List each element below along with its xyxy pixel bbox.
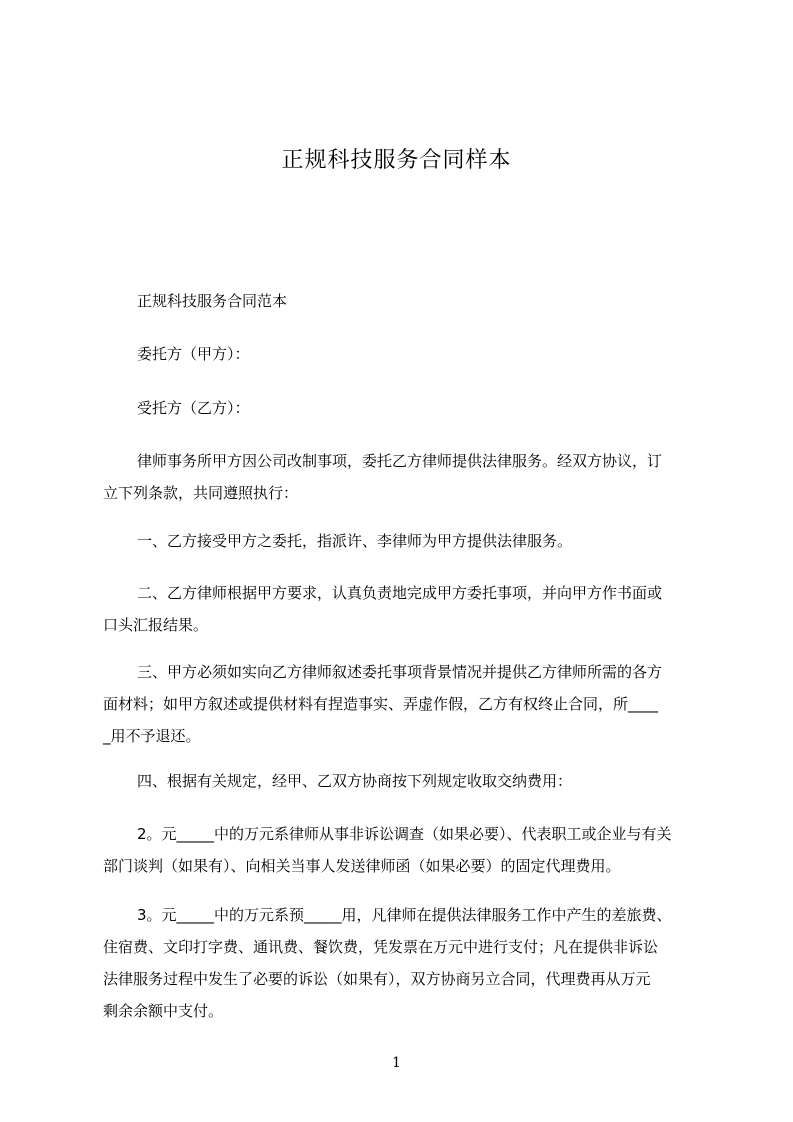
paragraph-line: 2。元_____中的万元系律师从事非诉讼调查（如果必要）、代表职工或企业与有关 (137, 825, 672, 843)
paragraph-line: 委托方（甲方）： (137, 345, 250, 363)
paragraph-line: 法律服务过程中发生了必要的诉讼（如果有），双方协商另立合同，代理费再从万元 (103, 970, 651, 988)
paragraph-client-party (103, 338, 703, 370)
paragraph-line: 受托方（乙方）： (137, 399, 250, 417)
paragraph-line: 住宿费、文印打字费、通讯费、餐饮费，凭发票在万元中进行支付；凡在提供非诉讼 (103, 938, 659, 956)
paragraph-preamble (103, 445, 703, 509)
document-title: 正规科技服务合同样本 (281, 148, 512, 173)
paragraph-subtitle (103, 285, 703, 317)
paragraph-line: 三、甲方必须如实向乙方律师叙述委托事项背景情况并提供乙方律师所需的各方 (137, 663, 663, 681)
page-number: 1 (392, 1055, 401, 1071)
paragraph-contractor-party (103, 392, 703, 424)
paragraph-line: 立下列条款，共同遵照执行： (103, 484, 299, 502)
paragraph-clause-4 (103, 765, 703, 797)
paragraph-fee-item-2 (103, 818, 703, 882)
paragraph-clause-1 (103, 525, 703, 557)
paragraph-line: 正规科技服务合同范本 (137, 292, 288, 310)
paragraph-line: 四、根据有关规定，经甲、乙双方协商按下列规定收取交纳费用： (137, 772, 573, 790)
paragraph-line: 一、乙方接受甲方之委托，指派许、李律师为甲方提供法律服务。 (137, 532, 573, 550)
paragraph-line: 二、乙方律师根据甲方要求，认真负责地完成甲方委托事项，并向甲方作书面或 (137, 584, 663, 602)
paragraph-clause-2 (103, 577, 703, 641)
paragraph-line: _用不予退还。 (103, 727, 201, 745)
paragraph-line: 面材料；如甲方叙述或提供材料有捏造事实、弄虚作假，乙方有权终止合同，所____ (103, 695, 659, 713)
paragraph-clause-3 (103, 656, 703, 752)
paragraph-line: 部门谈判（如果有）、向相关当事人发送律师函（如果必要）的固定代理费用。 (103, 857, 621, 875)
paragraph-line: 3。元_____中的万元系预_____用，凡律师在提供法律服务工作中产生的差旅费、 (137, 906, 672, 924)
paragraph-line: 剩余余额中支付。 (103, 1002, 224, 1020)
paragraph-line: 口头汇报结果。 (103, 616, 209, 634)
paragraph-fee-item-3 (103, 899, 703, 1027)
paragraph-line: 律师事务所甲方因公司改制事项，委托乙方律师提供法律服务。经双方协议，订 (137, 452, 663, 470)
